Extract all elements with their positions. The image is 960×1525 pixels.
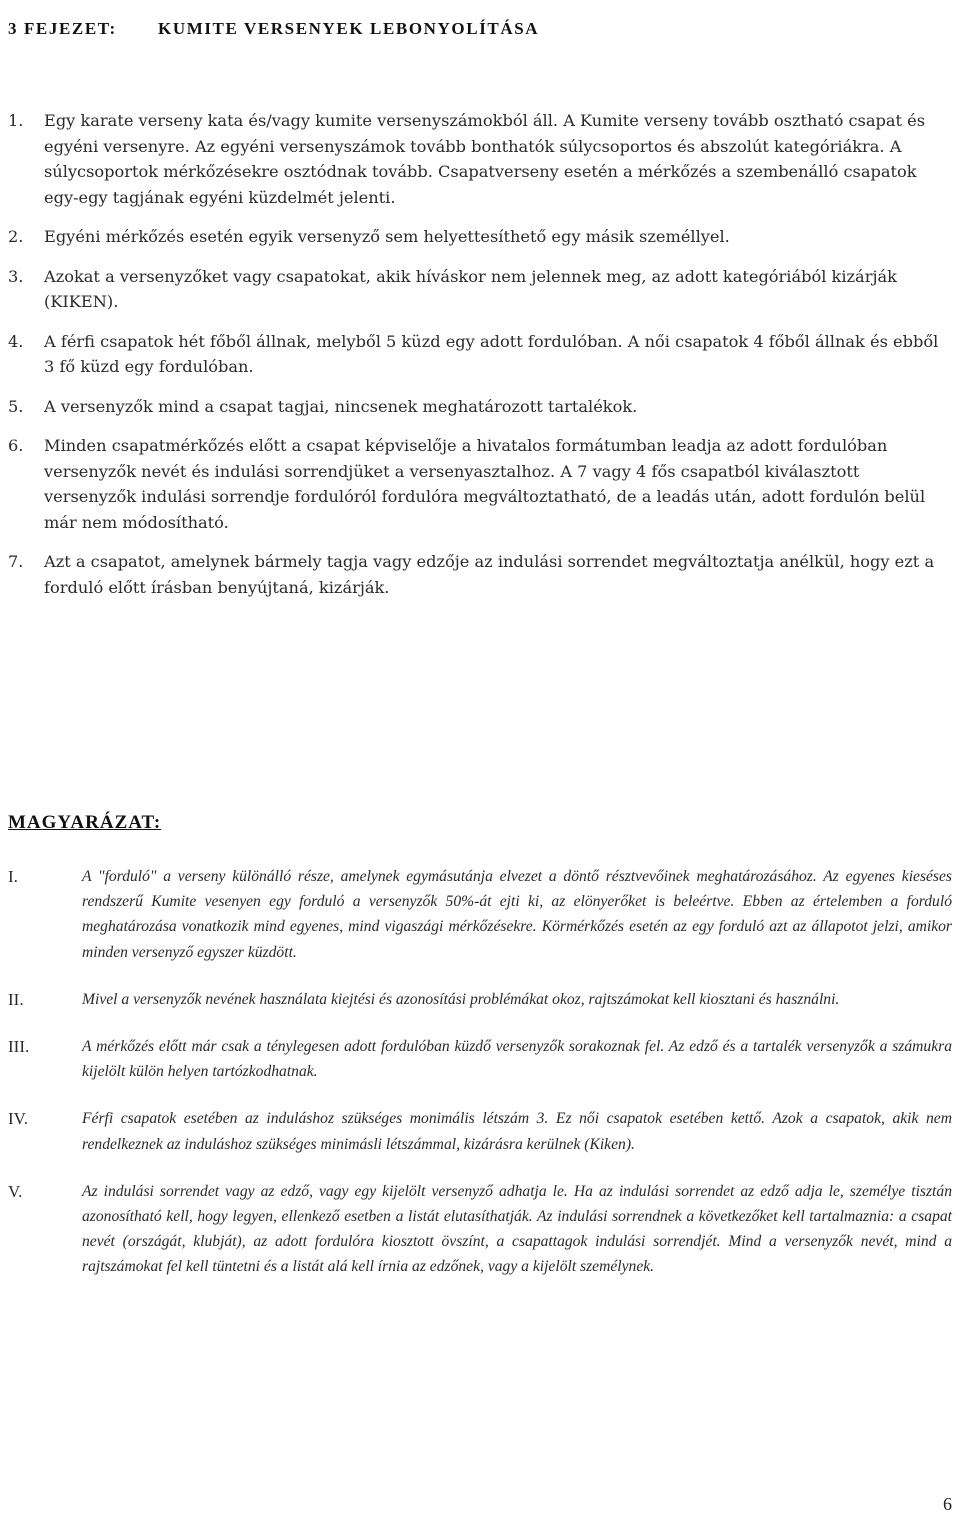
explanation-numeral: I. — [8, 867, 18, 886]
explanation-text: Férfi csapatok esetében az induláshoz szükséges monimális létszám 3. Ez női csapatok esetében kettő. Azok a csapatok, akik nem rendelkeznek az induláshoz szükséges minimásli létszámmal, kizárásra kerülnek (Kiken). — [82, 1110, 952, 1153]
explanation-item — [8, 864, 952, 965]
chapter-title — [8, 19, 539, 39]
rule-number: 7. — [8, 552, 24, 571]
explanation-text: Az indulási sorrendet vagy az edző, vagy egy kijelölt versenyző adhatja le. Ha az indulási sorrendet az edző adja le, személye tisztán azonosítható kell, hogy legyen, ellenkező esetben a listát elutasíthatják. Az indulási sorrendnek a következőket kell tartalmaznia: a csapat nevét (országát, klubját), az adott fordulóra kiosztott övszínt, a csapattagok indulási sorrendjét. Mind a versenyzők nevét, mind a rajtszámokat fel kell tüntetni és a listát alá kell írnia az edzőnek, vagy a kijelölt személynek. — [82, 1182, 952, 1276]
explanation-item — [8, 987, 952, 1012]
chapter-name: KUMITE VERSENYEK LEBONYOLÍTÁSA — [158, 19, 540, 38]
explanation-heading: MAGYARÁZAT: — [8, 812, 162, 833]
rules-list — [8, 108, 948, 614]
explanation-item — [8, 1034, 952, 1084]
rule-text: A férfi csapatok hét főből állnak, melyből 5 küzd egy adott fordulóban. A női csapatok 4 főből állnak és ebből 3 fő küzd egy fordulóban. — [44, 331, 939, 376]
rule-text: Egyéni mérkőzés esetén egyik versenyző sem helyettesíthető egy másik személlyel. — [44, 227, 730, 246]
explanation-text: A "forduló" a verseny különálló része, amelynek egymásutánja elvezet a döntő résztvevőinek meghatározásához. Az egyenes kieséses rendszerű Kumite vesenyen egy forduló a versenyzők 50%-át ejti ki, az elönyerőket is beleértve. Ebben az értelemben a forduló meghatározása vonatkozik mind egyenes, mind vigaszági mérkőzésekre. Körmérkőzés esetén az egy forduló azt az állapotot jelzi, amikor minden versenyző egyszer küzdött. — [82, 868, 952, 961]
page-number: 6 — [943, 1494, 952, 1514]
rule-text: Minden csapatmérkőzés előtt a csapat képviselője a hivatalos formátumban leadja az adott fordulóban versenyzők nevét és indulási sorrendjüket a versenyasztalhoz. A 7 vagy 4 fős csapatból kiválasztott versenyzők indulási sorrendje fordulóról fordulóra megváltoztatható, de a leadás után, adott fordulón belül már nem módosítható. — [44, 436, 926, 532]
rule-number: 4. — [8, 331, 24, 351]
explanation-numeral: IV. — [8, 1109, 28, 1129]
explanation-list — [8, 864, 952, 1302]
rule-item — [8, 549, 948, 600]
explanation-text: Mivel a versenyzők nevének használata kiejtési és azonosítási problémákat okoz, rajtszámokat kell kiosztani és használni. — [82, 990, 840, 1008]
rule-item — [8, 224, 948, 250]
rule-item — [8, 264, 948, 315]
rule-number: 6. — [8, 436, 24, 455]
explanation-item — [8, 1106, 952, 1156]
rule-text: Azokat a versenyzőket vagy csapatokat, akik híváskor nem jelennek meg, az adott kategóriából kizárják (KIKEN). — [44, 266, 897, 311]
rule-text: Egy karate verseny kata és/vagy kumite versenyszámokból áll. A Kumite verseny tovább osztható csapat és egyéni versenyre. Az egyéni versenyszámok tovább bonthatók súlycsoportos és abszolút kategóriákra. A súlycsoportok mérkőzésekre osztódnak tovább. Csapatverseny esetén a mérkőzés a szembenálló csapatok egy-egy tagjának egyéni küzdelmét jelenti. — [44, 111, 926, 207]
rule-number: 1. — [8, 111, 24, 130]
rule-number: 2. — [8, 227, 24, 246]
rule-item — [8, 108, 948, 210]
explanation-item — [8, 1179, 952, 1280]
rule-text: A versenyzők mind a csapat tagjai, nincsenek meghatározott tartalékok. — [44, 396, 638, 416]
rule-text: Azt a csapatot, amelynek bármely tagja vagy edzője az indulási sorrendet megváltoztatja anélkül, hogy ezt a forduló előtt írásban benyújtaná, kizárják. — [44, 552, 935, 597]
explanation-numeral: V. — [8, 1181, 23, 1201]
rule-item — [8, 433, 948, 535]
explanation-numeral: II. — [8, 989, 24, 1009]
rule-number: 5. — [8, 396, 24, 416]
explanation-text: A mérkőzés előtt már csak a ténylegesen adott fordulóban küzdő versenyzők sorakoznak fel. Az edző és a tartalék versenyzők a számukra kijelölt külön helyen tartózkodhatnak. — [82, 1038, 952, 1081]
rule-number: 3. — [8, 266, 24, 286]
rule-item — [8, 329, 948, 380]
chapter-label: 3 FEJEZET: — [8, 19, 117, 38]
explanation-numeral: III. — [8, 1037, 30, 1057]
rule-item — [8, 394, 948, 420]
